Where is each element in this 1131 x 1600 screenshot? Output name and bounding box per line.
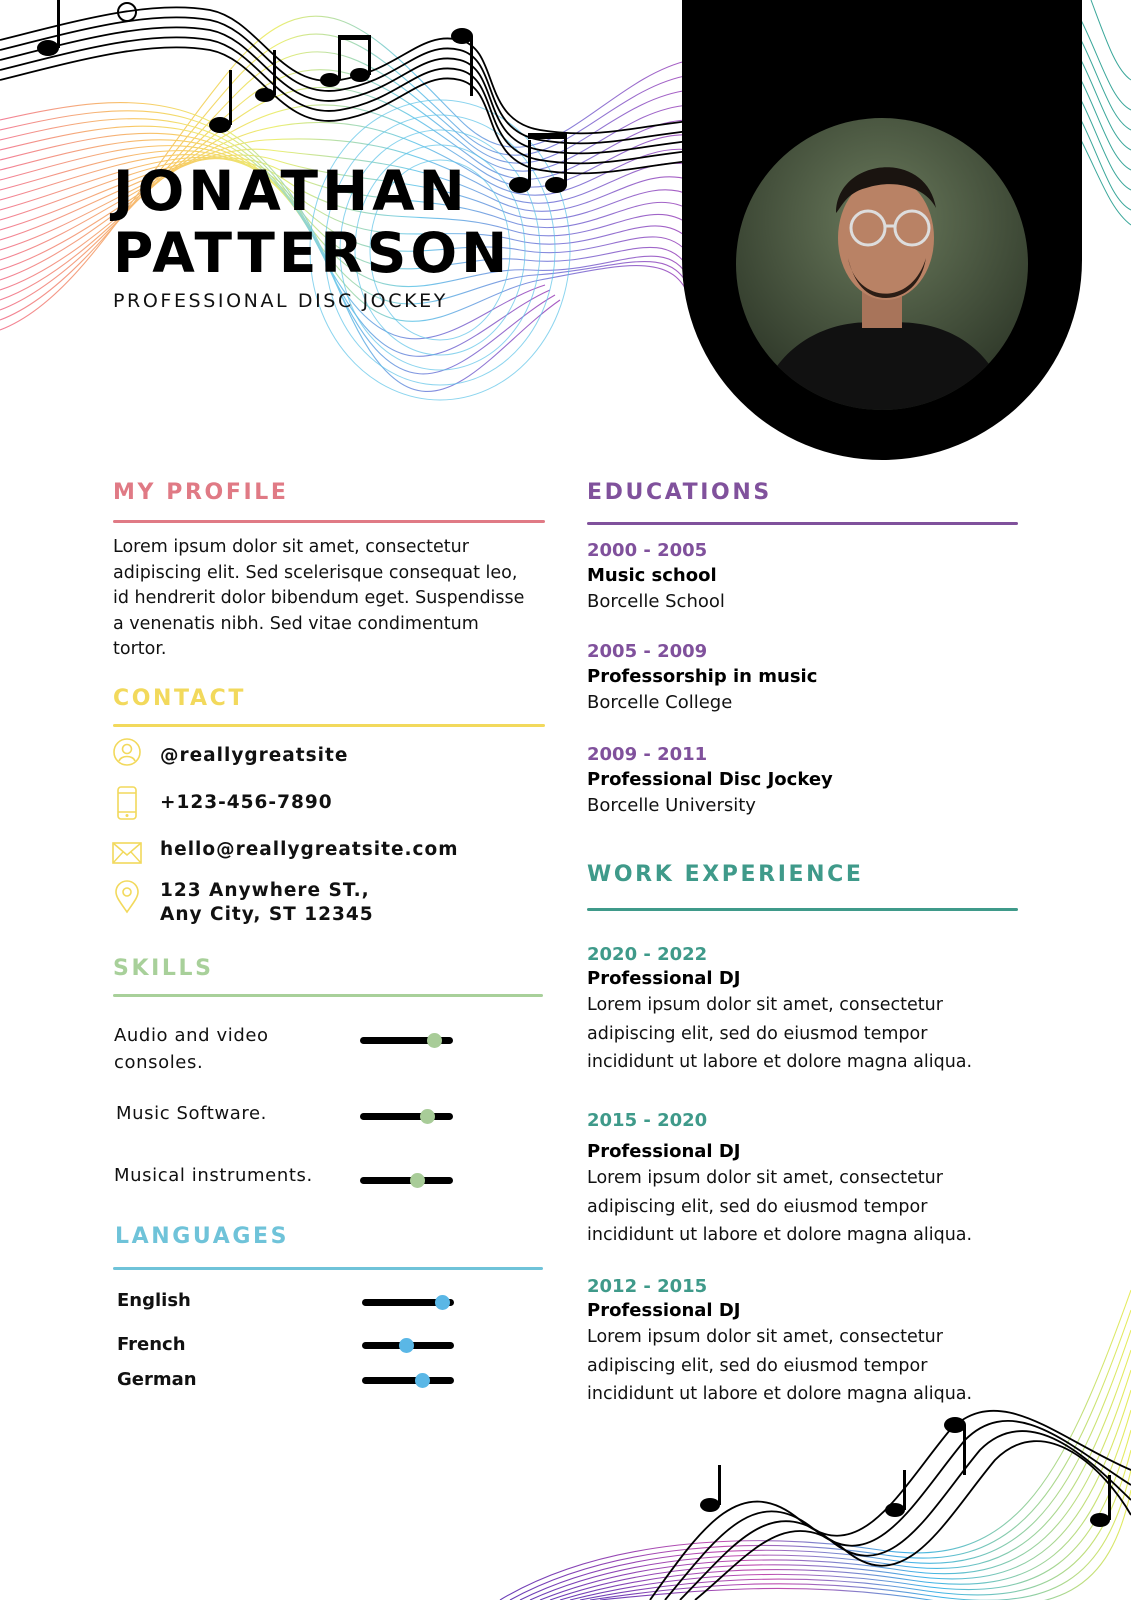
location-pin-icon bbox=[112, 880, 142, 914]
education-heading: EDUCATIONS bbox=[587, 480, 772, 505]
work-title: Professional DJ bbox=[587, 1141, 741, 1162]
education-entry bbox=[587, 744, 833, 816]
languages-divider bbox=[113, 1267, 543, 1270]
contact-handle: @reallygreatsite bbox=[160, 745, 349, 766]
languages-heading: LANGUAGES bbox=[115, 1224, 290, 1249]
contact-heading: CONTACT bbox=[113, 686, 246, 711]
language-label: German bbox=[117, 1369, 197, 1390]
education-years: 2000 - 2005 bbox=[587, 540, 708, 561]
language-level-knob bbox=[399, 1338, 414, 1353]
skill-level-knob bbox=[420, 1109, 435, 1124]
contact-divider bbox=[113, 724, 545, 727]
work-years: 2012 - 2015 bbox=[587, 1276, 708, 1297]
language-level-knob bbox=[415, 1373, 430, 1388]
skills-heading: SKILLS bbox=[113, 956, 214, 981]
education-place: Borcelle University bbox=[587, 795, 756, 816]
profile-text: Lorem ipsum dolor sit amet, consectetur adipiscing elit. Sed scelerisque consequat leo, id hendrerit dolor bibendum eget. Suspendisse a venenatis nibh. Sed vitae condimentum tortor. bbox=[113, 537, 525, 659]
work-entry bbox=[587, 1276, 1017, 1409]
mail-icon bbox=[112, 838, 142, 868]
work-description: Lorem ipsum dolor sit amet, consectetur adipiscing elit, sed do eiusmod tempor incididunt ut labore et dolore magna aliqua. bbox=[587, 1168, 973, 1245]
education-place: Borcelle School bbox=[587, 591, 725, 612]
work-years: 2020 - 2022 bbox=[587, 944, 708, 965]
phone-icon bbox=[112, 785, 142, 821]
language-level-bar bbox=[362, 1342, 454, 1349]
teal-wave-decoration-right bbox=[1081, 0, 1131, 240]
education-title: Music school bbox=[587, 565, 717, 586]
skill-level-bar bbox=[360, 1037, 453, 1044]
skill-label: Music Software. bbox=[116, 1103, 268, 1124]
contact-phone: +123-456-7890 bbox=[160, 792, 333, 813]
skill-level-knob bbox=[410, 1173, 425, 1188]
language-level-bar bbox=[362, 1377, 454, 1384]
skill-level-bar bbox=[360, 1113, 453, 1120]
education-entry bbox=[587, 540, 725, 612]
skill-label: Audio and video consoles. bbox=[114, 1025, 269, 1073]
first-name: JONATHAN bbox=[113, 159, 469, 223]
language-label: English bbox=[117, 1290, 191, 1311]
education-place: Borcelle College bbox=[587, 692, 733, 713]
work-description: Lorem ipsum dolor sit amet, consectetur adipiscing elit, sed do eiusmod tempor incididunt ut labore et dolore magna aliqua. bbox=[587, 995, 973, 1072]
contact-address bbox=[160, 879, 374, 927]
profile-divider bbox=[113, 520, 545, 523]
education-years: 2009 - 2011 bbox=[587, 744, 708, 765]
education-years: 2005 - 2009 bbox=[587, 641, 708, 662]
skills-divider bbox=[113, 994, 543, 997]
language-level-knob bbox=[435, 1295, 450, 1310]
work-years: 2015 - 2020 bbox=[587, 1110, 708, 1131]
work-divider bbox=[587, 908, 1018, 911]
skill-level-bar bbox=[360, 1177, 453, 1184]
work-heading: WORK EXPERIENCE bbox=[587, 862, 864, 887]
user-icon bbox=[112, 737, 142, 767]
work-entry bbox=[587, 1110, 1017, 1250]
work-title: Professional DJ bbox=[587, 1300, 741, 1321]
language-label: French bbox=[117, 1334, 186, 1355]
education-divider bbox=[587, 522, 1018, 525]
profile-photo bbox=[736, 118, 1028, 410]
contact-email: hello@reallygreatsite.com bbox=[160, 839, 459, 860]
candidate-name bbox=[113, 160, 511, 284]
education-title: Professional Disc Jockey bbox=[587, 769, 833, 790]
job-title: PROFESSIONAL DISC JOCKEY bbox=[113, 290, 448, 312]
skill-label: Musical instruments. bbox=[114, 1165, 313, 1186]
work-description: Lorem ipsum dolor sit amet, consectetur adipiscing elit, sed do eiusmod tempor incididunt ut labore et dolore magna aliqua. bbox=[587, 1327, 973, 1404]
work-entry bbox=[587, 944, 1017, 1077]
profile-heading: MY PROFILE bbox=[113, 480, 289, 505]
address-line-2: Any City, ST 12345 bbox=[160, 904, 374, 925]
work-title: Professional DJ bbox=[587, 968, 741, 989]
address-line-1: 123 Anywhere ST., bbox=[160, 880, 370, 901]
education-title: Professorship in music bbox=[587, 666, 818, 687]
skill-level-knob bbox=[427, 1033, 442, 1048]
person-portrait-image bbox=[736, 118, 1028, 410]
language-level-bar bbox=[362, 1299, 454, 1306]
last-name: PATTERSON bbox=[113, 221, 512, 285]
education-entry bbox=[587, 641, 817, 713]
